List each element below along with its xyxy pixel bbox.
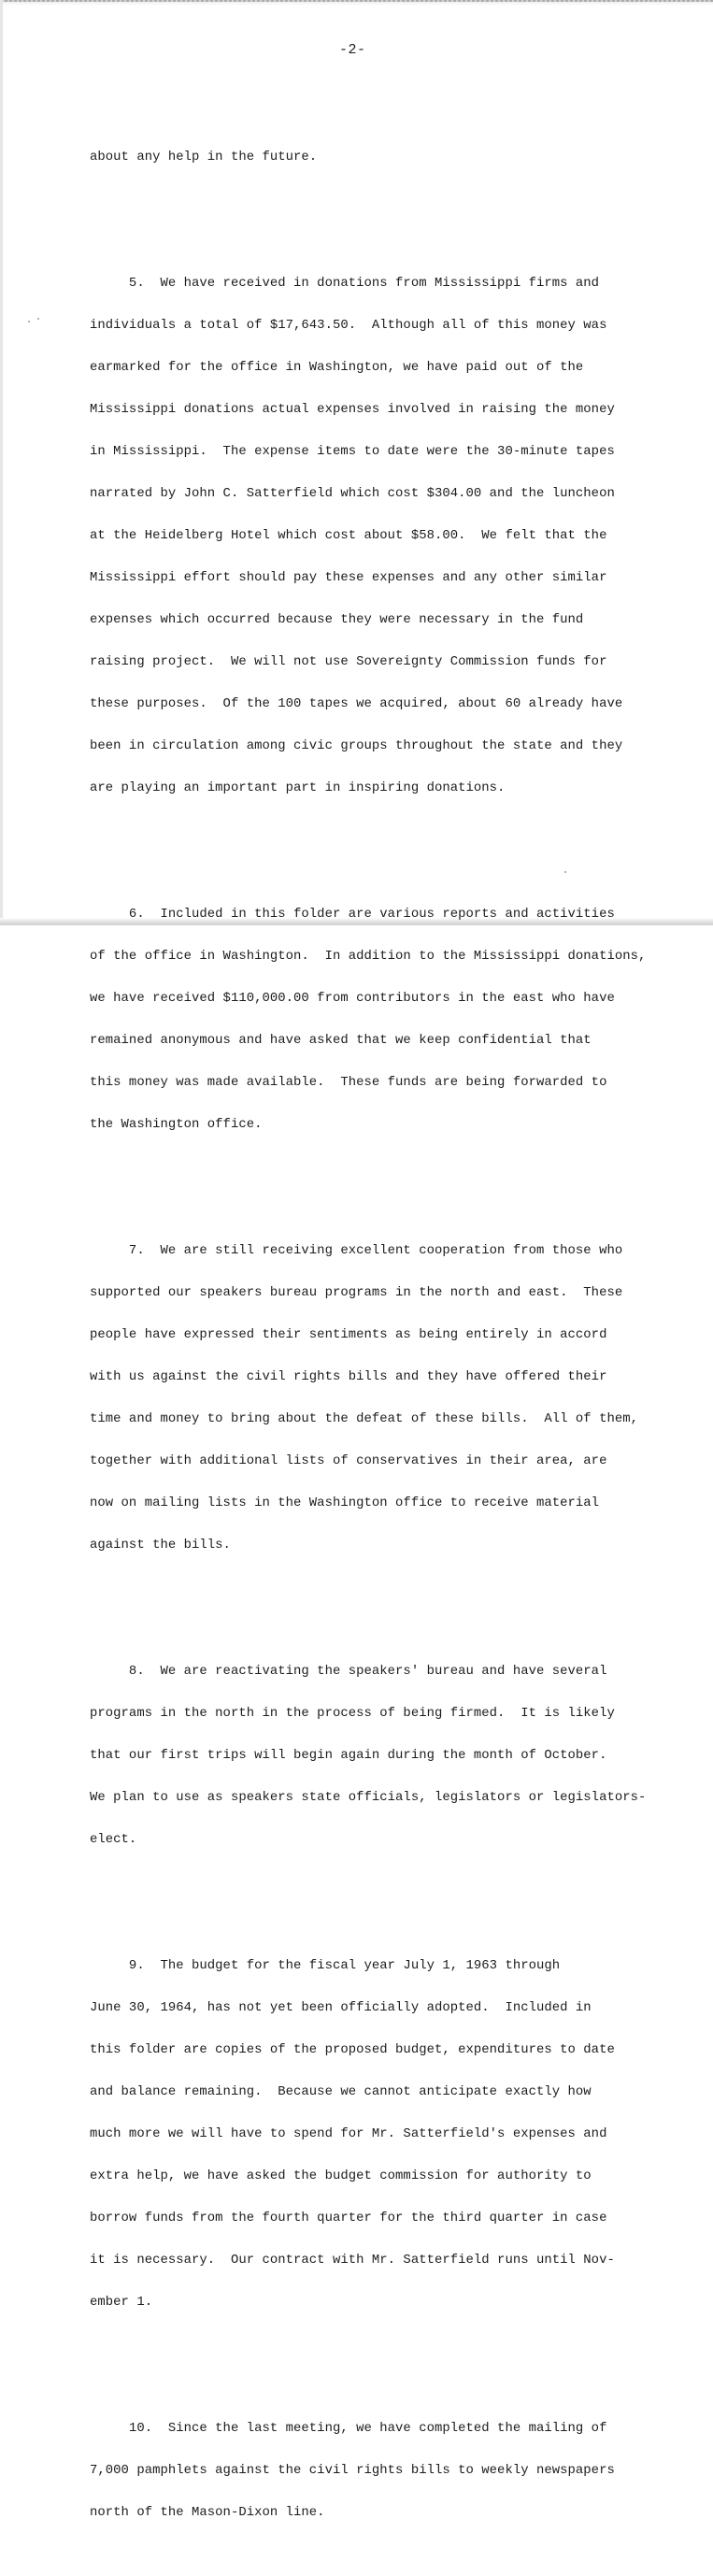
text-line: expenses which occurred because they were necessary in the fund — [90, 612, 584, 627]
text-line: time and money to bring about the defeat of these bills. All of them, — [90, 1411, 639, 1426]
text-line: about any help in the future. — [90, 150, 318, 165]
text-line: at the Heidelberg Hotel which cost about $58.00. We felt that the — [90, 528, 607, 543]
scan-top-edge-noise — [0, 0, 713, 2]
text-line: much more we will have to spend for Mr. Satterfield's expenses and — [90, 2126, 607, 2141]
text-line: ember 1. — [90, 2295, 153, 2310]
paragraph-10 — [90, 2394, 706, 2548]
text-line: together with additional lists of conservatives in their area, are — [90, 1453, 607, 1468]
text-line: individuals a total of $17,643.50. Although all of this money was — [90, 318, 607, 333]
text-line: 10. Since the last meeting, we have completed the mailing of — [90, 2421, 607, 2436]
text-line: 5. We have received in donations from Mississippi firms and — [90, 276, 600, 291]
letter-body — [90, 94, 706, 2576]
text-line: narrated by John C. Satterfield which cost $304.00 and the luncheon — [90, 486, 615, 501]
text-line: with us against the civil rights bills and they have offered their — [90, 1369, 607, 1384]
text-line: Mississippi effort should pay these expenses and any other similar — [90, 570, 607, 585]
page-number: -2- — [339, 42, 366, 58]
text-line: of the office in Washington. In addition to the Mississippi donations, — [90, 949, 647, 964]
text-line: and balance remaining. Because we cannot anticipate exactly how — [90, 2084, 592, 2099]
text-line: in Mississippi. The expense items to date were the 30-minute tapes — [90, 444, 615, 459]
text-line: programs in the north in the process of being firmed. It is likely — [90, 1706, 615, 1721]
text-line: earmarked for the office in Washington, we have paid out of the — [90, 360, 584, 375]
text-line: raising project. We will not use Sovereignty Commission funds for — [90, 654, 607, 669]
paragraph-9 — [90, 1931, 706, 2338]
text-line: Mississippi donations actual expenses involved in raising the money — [90, 402, 615, 417]
scan-speck — [28, 321, 30, 322]
text-line: 7. We are still receiving excellent cooperation from those who — [90, 1243, 623, 1258]
text-line: June 30, 1964, has not yet been officially adopted. Included in — [90, 2000, 592, 2015]
text-line: now on mailing lists in the Washington office to receive material — [90, 1496, 600, 1510]
scan-left-edge — [0, 0, 3, 925]
text-line: extra help, we have asked the budget commission for authority to — [90, 2168, 592, 2183]
text-line: We plan to use as speakers state officials, legislators or legislators- — [90, 1790, 647, 1805]
text-line: this folder are copies of the proposed budget, expenditures to date — [90, 2042, 615, 2057]
paragraph-8 — [90, 1637, 706, 1875]
text-line: this money was made available. These funds are being forwarded to — [90, 1075, 607, 1090]
text-line: 7,000 pamphlets against the civil rights bills to weekly newspapers — [90, 2463, 615, 2478]
paragraph-6 — [90, 880, 706, 1160]
text-line: 6. Included in this folder are various reports and activities — [90, 907, 615, 922]
text-line: it is necessary. Our contract with Mr. Satterfield runs until Nov- — [90, 2253, 615, 2268]
text-line: that our first trips will begin again during the month of October. — [90, 1748, 607, 1763]
paragraph-7 — [90, 1216, 706, 1581]
text-line: 9. The budget for the fiscal year July 1, 1963 through — [90, 1958, 561, 1973]
paragraph-5 — [90, 249, 706, 823]
text-line: been in circulation among civic groups throughout the state and they — [90, 738, 623, 753]
text-line: we have received $110,000.00 from contributors in the east who have — [90, 991, 615, 1006]
text-line: remained anonymous and have asked that we keep confidential that — [90, 1033, 592, 1048]
text-line: are playing an important part in inspiring donations. — [90, 780, 506, 795]
text-line: people have expressed their sentiments as being entirely in accord — [90, 1327, 607, 1342]
text-line: the Washington office. — [90, 1117, 263, 1132]
text-line: supported our speakers bureau programs in the north and east. These — [90, 1285, 623, 1300]
text-line: against the bills. — [90, 1538, 231, 1553]
text-line: 8. We are reactivating the speakers' bureau and have several — [90, 1664, 607, 1679]
scan-speck — [37, 318, 39, 320]
text-line: north of the Mason-Dixon line. — [90, 2505, 325, 2520]
text-line: these purposes. Of the 100 tapes we acquired, about 60 already have — [90, 696, 623, 711]
paragraph-continuation — [90, 122, 706, 193]
text-line: borrow funds from the fourth quarter for the third quarter in case — [90, 2211, 607, 2225]
text-line: elect. — [90, 1832, 137, 1847]
